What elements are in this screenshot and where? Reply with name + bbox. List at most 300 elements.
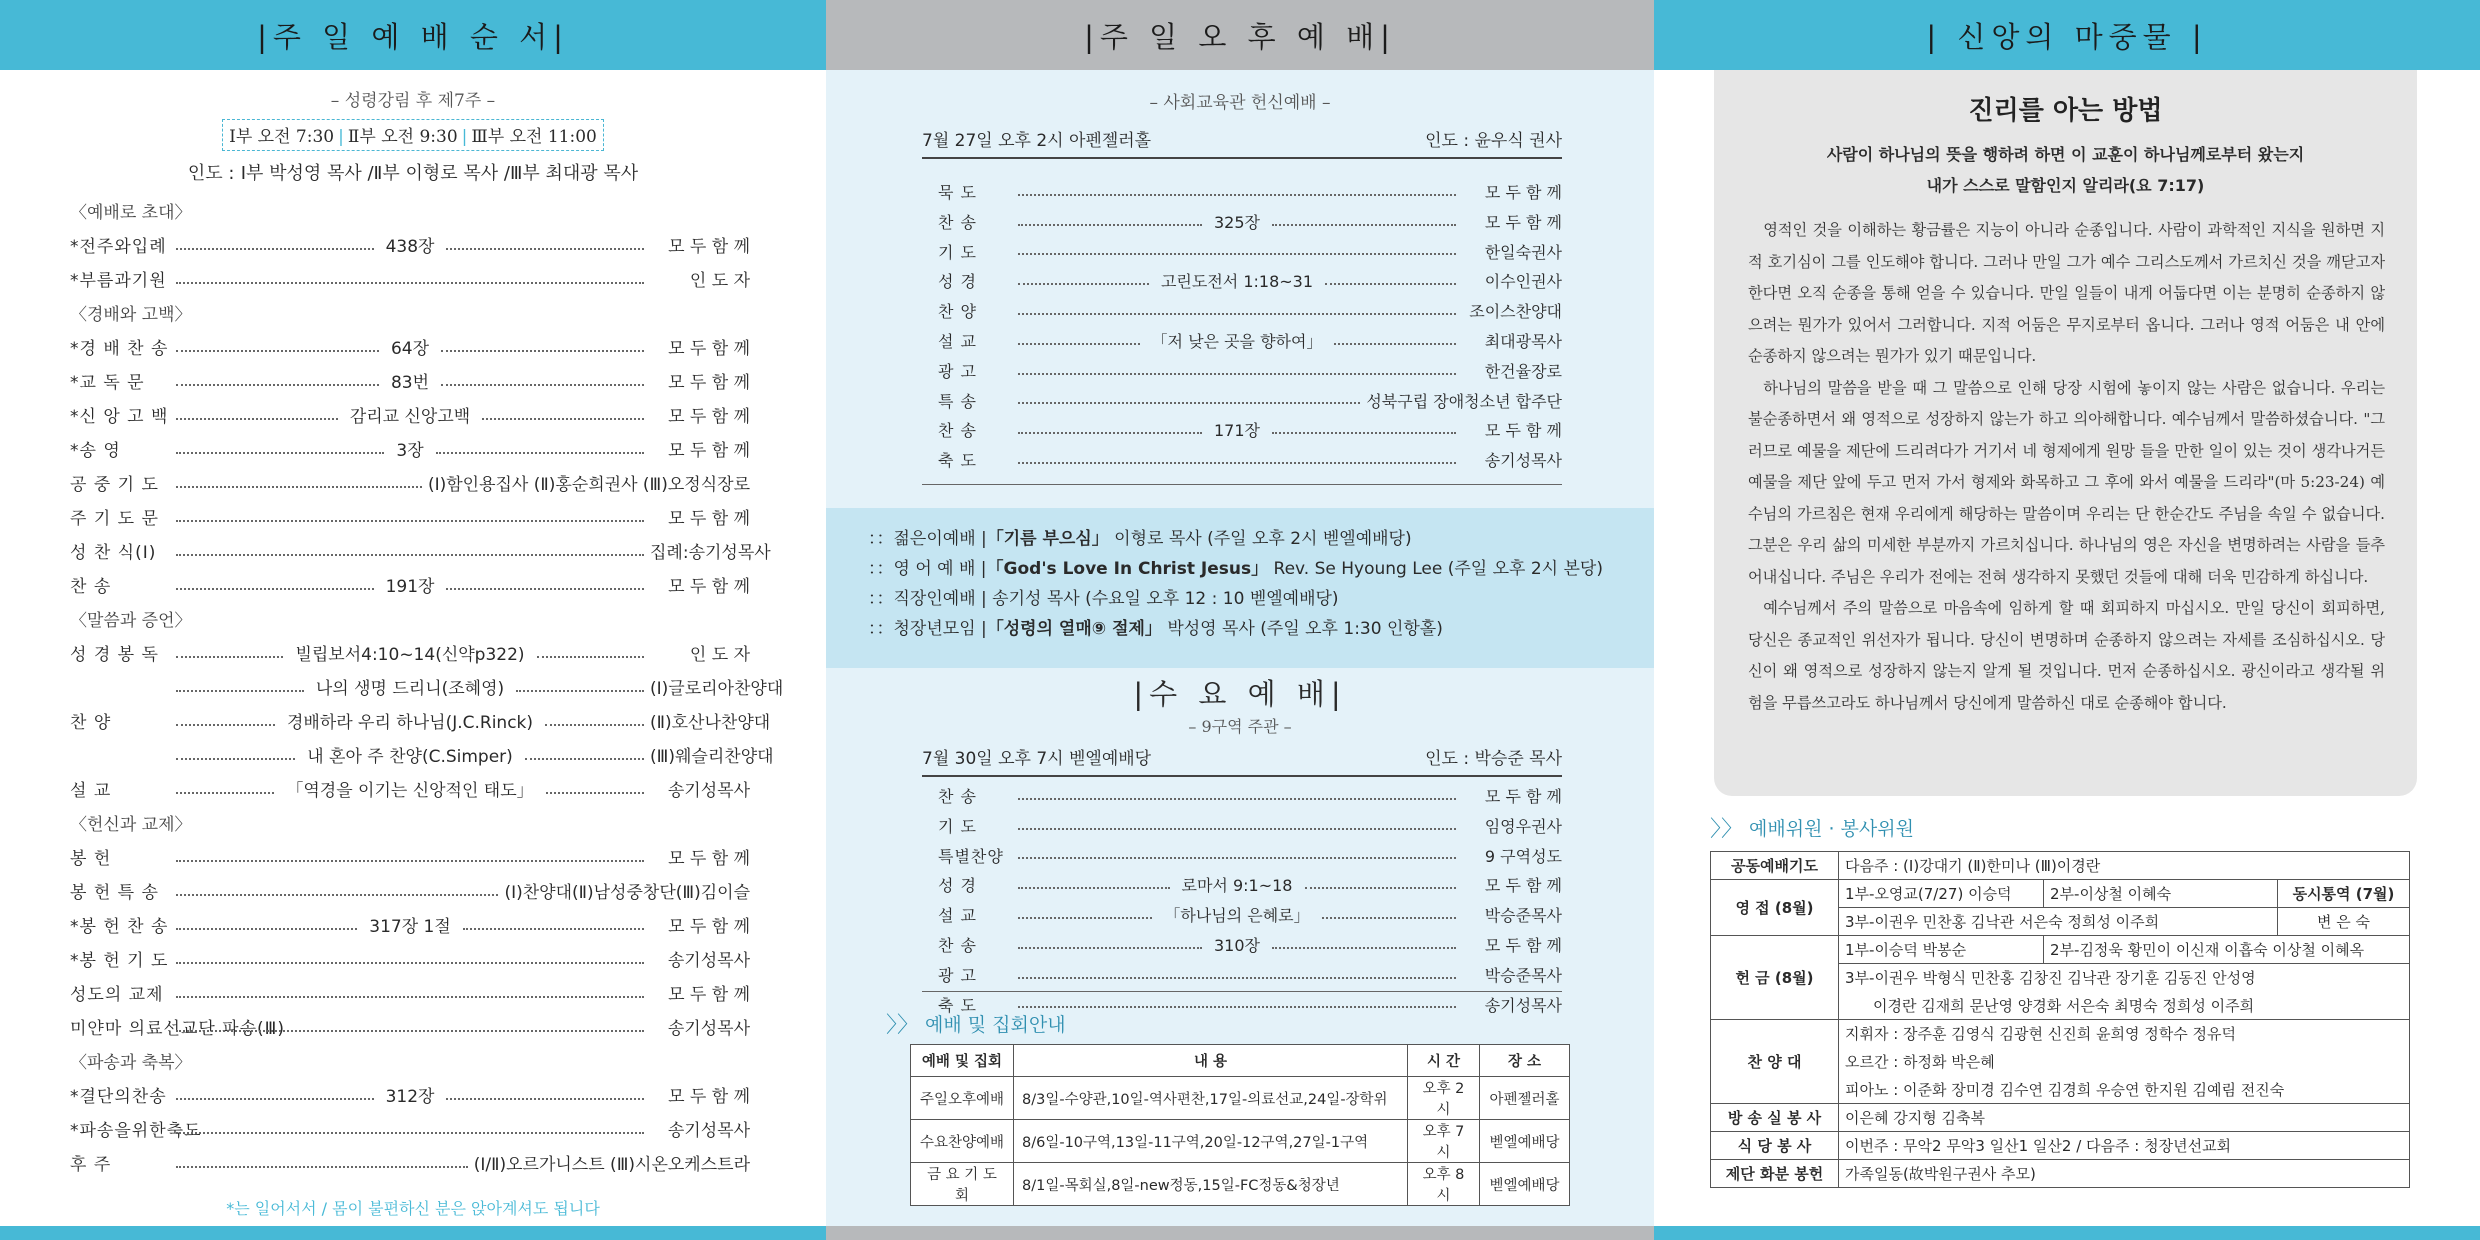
service-guide-title: 예배 및 집회안내 xyxy=(925,1014,1066,1036)
item-name: 특 송 xyxy=(938,391,977,411)
dotted-leader xyxy=(1018,1006,1456,1008)
item-detail: 감리교 신앙고백 xyxy=(349,407,471,427)
dotted-leader xyxy=(1018,798,1456,800)
item-responsible: 모 두 함 께 xyxy=(668,373,750,393)
wednesday-order-list xyxy=(922,782,1562,1020)
item-responsible: 집례:송기성목사 xyxy=(650,543,771,563)
dotted-leader xyxy=(525,758,644,760)
dotted-leader xyxy=(176,520,644,522)
table-cell: 8/6일-10구역,13일-11구역,20일-12구역,27일-1구역 xyxy=(1014,1120,1408,1163)
row-label: 공동예배기도 xyxy=(1711,852,1839,880)
header-cell: 장 소 xyxy=(1480,1045,1570,1077)
order-item xyxy=(922,961,1562,991)
item-name: *결단의찬송 xyxy=(70,1087,167,1107)
order-item xyxy=(70,400,750,434)
table-row xyxy=(1711,1020,2410,1048)
order-item xyxy=(922,931,1562,961)
dotted-leader xyxy=(1272,432,1456,434)
dotted-leader xyxy=(176,486,422,488)
item-name: 찬 송 xyxy=(938,787,977,806)
dotted-leader xyxy=(1018,283,1149,285)
table-cell: 지휘자 : 장주훈 김영식 김광현 신진희 윤희영 정학수 정유덕 xyxy=(1839,1020,2410,1048)
table-row xyxy=(1711,1160,2410,1188)
order-item xyxy=(70,570,750,604)
item-responsible: (Ⅱ)호산나찬양대 xyxy=(650,713,771,733)
item-name: 찬 송 xyxy=(938,421,977,441)
dotted-leader xyxy=(176,894,498,896)
dotted-leader xyxy=(482,418,644,420)
item-detail: 310장 xyxy=(1214,935,1260,955)
header-cell: 내 용 xyxy=(1014,1045,1408,1077)
dotted-leader xyxy=(1272,224,1456,226)
item-responsible: 송기성목사 xyxy=(667,781,750,801)
volunteers-title: 예배위원 · 봉사위원 xyxy=(1749,818,1914,840)
item-name: 찬 양 xyxy=(70,713,112,733)
item-name: *교 독 문 xyxy=(70,373,145,393)
band-line: ：：직장인예배 | 송기성 목사 (수요일 오후 12 : 10 벧엘예배당) xyxy=(868,589,1339,609)
item-responsible: 인 도 자 xyxy=(689,271,750,291)
order-item xyxy=(70,1114,750,1148)
order-item xyxy=(922,297,1562,327)
band-line: ：：젊은이예배 |「기름 부으심」 이형로 목사 (주일 오후 2시 벧엘예배당) xyxy=(868,529,1412,549)
item-name: 설 교 xyxy=(70,781,112,801)
header-cell: 예배 및 집회 xyxy=(911,1045,1014,1077)
item-detail: 「하나님의 은혜로」 xyxy=(1164,906,1310,926)
wednesday-leader: 인도 : 박승준 목사 xyxy=(1425,749,1562,769)
table-row xyxy=(911,1077,1570,1120)
dotted-leader xyxy=(1018,887,1170,889)
item-name: 성도의 교제 xyxy=(70,985,164,1005)
order-item xyxy=(70,264,750,298)
item-name: 찬 송 xyxy=(938,212,977,232)
service-time-1: Ⅰ부 오전 7:30 xyxy=(229,127,335,147)
item-detail: 빌립보서4:10~14(신약p322) xyxy=(295,645,525,665)
item-name: 후 주 xyxy=(70,1155,112,1175)
dotted-leader xyxy=(1322,917,1456,919)
afternoon-leader: 인도 : 윤우식 권사 xyxy=(1425,131,1562,151)
item-responsible: 한건율장로 xyxy=(1484,361,1562,381)
table-row xyxy=(1711,880,2410,908)
item-detail: 325장 xyxy=(1214,212,1260,232)
item-responsible: (Ⅰ)찬양대(Ⅱ)남성중창단(Ⅲ)김이슬 xyxy=(504,883,750,903)
dotted-leader xyxy=(176,248,374,250)
dotted-leader xyxy=(176,418,338,420)
dotted-leader xyxy=(176,554,644,556)
table-cell: 수요찬양예배 xyxy=(911,1120,1014,1163)
order-item xyxy=(70,536,771,570)
dotted-leader xyxy=(1018,462,1456,464)
dotted-leader xyxy=(176,792,274,794)
order-item xyxy=(922,327,1562,357)
item-responsible: 모 두 함 께 xyxy=(668,407,751,427)
service-guide-heading xyxy=(886,1008,1066,1039)
item-responsible: 송기성목사 xyxy=(667,1019,750,1039)
dotted-leader xyxy=(1018,253,1456,255)
dotted-leader xyxy=(463,928,644,930)
volunteers-heading xyxy=(1710,812,1914,843)
verse-line: 내가 스스로 말함인지 알리라(요 7:17) xyxy=(1926,176,2205,195)
table-cell: 이번주 : 무악2 무악3 일산1 일산2 / 다음주 : 청장년선교회 xyxy=(1839,1132,2410,1160)
item-detail: 나의 생명 드리니(조혜영) xyxy=(315,679,505,699)
item-responsible: 성북구립 장애청소년 합주단 xyxy=(1366,391,1562,411)
item-responsible: 모 두 함 께 xyxy=(668,849,750,869)
item-responsible: 송기성목사 xyxy=(667,951,750,971)
table-cell: 주일오후예배 xyxy=(911,1077,1014,1120)
afternoon-order-list xyxy=(922,178,1562,476)
item-responsible: 모 두 함 께 xyxy=(668,509,750,529)
dotted-leader xyxy=(1018,432,1202,434)
dotted-leader xyxy=(176,1098,374,1100)
item-name: 광 고 xyxy=(938,965,977,985)
order-item xyxy=(70,638,750,672)
item-responsible: 한일숙권사 xyxy=(1484,242,1562,262)
order-item xyxy=(922,178,1562,208)
volunteers-table xyxy=(1710,851,2410,1188)
dotted-leader xyxy=(1018,402,1360,404)
service-time-2: Ⅱ부 오전 9:30 xyxy=(347,127,458,147)
item-responsible: 모 두 함 께 xyxy=(1484,935,1562,955)
afternoon-service-title: |주 일 오 후 예 배| xyxy=(826,0,1654,70)
dotted-leader xyxy=(176,384,379,386)
table-cell: 아펜젤러홀 xyxy=(1480,1077,1570,1120)
wednesday-datetime: 7월 30일 오후 7시 벧엘예배당 xyxy=(922,749,1152,769)
header-cell: 시 간 xyxy=(1408,1045,1480,1077)
dotted-leader xyxy=(176,1132,644,1134)
item-name: *전주와입례 xyxy=(70,237,167,257)
wednesday-service-subtitle: – 9구역 주관 – xyxy=(1188,717,1292,736)
section-heading: 〈예배로 초대〉 xyxy=(70,203,192,223)
item-responsible: 인 도 자 xyxy=(689,645,750,665)
item-detail: 171장 xyxy=(1214,421,1260,441)
order-item xyxy=(70,468,750,502)
dotted-leader xyxy=(1018,917,1152,919)
item-name: 설 교 xyxy=(938,906,977,926)
order-item xyxy=(70,978,750,1012)
dotted-leader xyxy=(176,962,644,964)
item-responsible: 모 두 함 께 xyxy=(1484,212,1562,232)
item-detail: 3장 xyxy=(396,441,424,461)
table-cell: 가족일동(故박원구권사 추모) xyxy=(1839,1160,2410,1188)
dotted-leader xyxy=(446,1098,644,1100)
item-name: *신 앙 고 백 xyxy=(70,407,169,427)
devotional-paragraph: 영적인 것을 이해하는 황금률은 지능이 아니라 순종입니다. 사람이 과학적인 지식을 원하면 지적 호기심이 그를 인도해야 합니다. 그러나 만일 그가 예수 그리스도께서 가르치신 것을 깨닫고자 한다면 오직 순종을 통해 얻을 수 있습니다. 만일 일들이 내게 어둡다면 이는 분명히 순종하지 않으려는 뭔가가 있어서 그러합니다. 지적 어둠은 무지로부터 옵니다. 그러나 영적 어둠은 내 안에 순종하지 않으려는 뭔가가 있기 때문입니다. xyxy=(1748,221,2385,365)
order-item xyxy=(922,901,1562,931)
item-responsible: 모 두 함 께 xyxy=(668,1087,750,1107)
service-guide-table xyxy=(910,1044,1570,1206)
wednesday-service-info xyxy=(922,744,1562,777)
other-services-band xyxy=(826,508,1654,668)
devotional-box xyxy=(1714,70,2417,796)
order-of-worship-list xyxy=(70,196,784,1182)
table-cell: 8/3일-수양관,10일-역사편찬,17일-의료선교,24일-장학위 xyxy=(1014,1077,1408,1120)
item-detail: 64장 xyxy=(390,339,430,359)
service-times: Ⅰ부 오전 7:30 | Ⅱ부 오전 9:30 | Ⅲ부 오전 11:00 xyxy=(222,119,604,151)
table-header-row xyxy=(911,1045,1570,1077)
standing-note: *는 일어서서 / 몸이 불편하신 분은 앉아계셔도 됩니다 xyxy=(226,1199,600,1218)
section-heading: 〈말씀과 증언〉 xyxy=(70,611,192,631)
table-cell: 2부-김정욱 황민이 이신재 이흡숙 이상철 이혜옥 xyxy=(2044,936,2410,964)
item-responsible: 최대광목사 xyxy=(1484,331,1562,351)
order-item xyxy=(922,387,1562,417)
table-cell: 오후 8시 xyxy=(1408,1163,1480,1206)
dotted-leader xyxy=(1018,343,1140,345)
item-responsible: 모 두 함 께 xyxy=(1484,876,1563,896)
dotted-leader xyxy=(1305,887,1457,889)
band-line: ：：청장년모임 |「성령의 열매⑨ 절제」 박성영 목사 (주일 오후 1:30 인항홀) xyxy=(868,619,1443,639)
item-detail: 191장 xyxy=(385,577,435,597)
dotted-leader xyxy=(176,928,357,930)
dotted-leader xyxy=(176,860,644,862)
table-row xyxy=(911,1163,1570,1206)
worship-order-panel xyxy=(0,0,826,1240)
devotional-panel-title: | 신앙의 마중물 | xyxy=(1654,0,2480,70)
table-row xyxy=(911,1120,1570,1163)
dotted-leader xyxy=(1018,194,1456,196)
table-row xyxy=(1711,936,2410,964)
item-name: 광 고 xyxy=(938,361,977,381)
dotted-leader xyxy=(176,996,644,998)
table-row xyxy=(1711,1104,2410,1132)
order-item xyxy=(70,1012,750,1046)
dotted-leader xyxy=(446,248,644,250)
table-cell: 이경란 김재희 문난영 양경화 서은숙 최명숙 정희성 이주희 xyxy=(1839,992,2410,1020)
leaders-names: Ⅰ부 박성영 목사 /Ⅱ부 이형로 목사 /Ⅲ부 최대광 목사 xyxy=(240,163,639,184)
item-name: *파송을위한축도 xyxy=(70,1121,202,1141)
order-item xyxy=(70,706,771,740)
item-responsible: 모 두 함 께 xyxy=(1484,183,1562,202)
order-item xyxy=(70,672,784,706)
afternoon-datetime: 7월 27일 오후 2시 아펜젤러홀 xyxy=(922,131,1152,151)
afternoon-service-subtitle: – 사회교육관 헌신예배 – xyxy=(1149,93,1331,113)
item-name: 찬 송 xyxy=(938,935,977,955)
table-cell: 3부-이권우 박형식 민찬홍 김창진 김낙관 장기훈 김동진 안성영 xyxy=(1839,964,2410,992)
dotted-leader xyxy=(441,350,644,352)
dotted-leader xyxy=(1018,373,1456,375)
devotional-verse xyxy=(1714,139,2417,201)
table-cell: 3부-이권우 민찬홍 김낙관 서은숙 정희성 이주희 xyxy=(1839,908,2278,936)
dotted-leader xyxy=(1018,313,1456,315)
table-cell: 피아노 : 이준화 장미경 김수연 김경희 우승연 한지원 김예림 전진숙 xyxy=(1839,1076,2410,1104)
item-responsible: (Ⅰ)함인용집사 (Ⅱ)홍순희권사 (Ⅲ)오정식장로 xyxy=(427,475,750,495)
item-detail: 경배하라 우리 하나님(J.C.Rinck) xyxy=(286,713,534,733)
order-item xyxy=(922,357,1562,387)
dotted-leader xyxy=(176,1030,644,1032)
order-item xyxy=(70,332,750,366)
dotted-leader xyxy=(436,452,644,454)
order-item xyxy=(922,238,1562,268)
section-heading: 〈경배와 고백〉 xyxy=(70,305,192,325)
dotted-leader xyxy=(1272,947,1456,949)
afternoon-end-rule xyxy=(922,484,1562,485)
dotted-leader xyxy=(545,724,644,726)
item-responsible: 박승준목사 xyxy=(1484,965,1562,985)
item-responsible: 임영우권사 xyxy=(1484,816,1562,836)
item-name: 설 교 xyxy=(938,331,977,351)
dotted-leader xyxy=(176,656,283,658)
item-responsible: 모 두 함 께 xyxy=(1484,421,1562,441)
table-cell: 2부-이상철 이혜숙 xyxy=(2044,880,2278,908)
leaders-label: 인도 : xyxy=(187,163,235,184)
row-label: 헌 금 (8월) xyxy=(1711,936,1839,1020)
dotted-leader xyxy=(516,690,644,692)
item-name: 축 도 xyxy=(938,995,977,1015)
item-name: 봉 헌 xyxy=(70,849,112,869)
devotional-body xyxy=(1748,215,2385,719)
devotional-paragraph: 하나님의 말씀을 받을 때 그 말씀으로 인해 당장 시험에 놓이지 않는 사람은 없습니다. 우리는 불순종하면서 왜 영적으로 성장하지 않는가 하고 의아해합니다. 예수님께서 말씀하셨습니다. "그러므로 예물을 제단에 드리려다가 거기서 네 형제에게 원망 들을 만한 일이 있는 것이 생각나거든 예물을 제단 앞에 두고 먼저 가서 형제와 화목하고 그 후에 와서 예물을 드리라"(마 5:23-24) 예수님의 가르침은 현재 우리에게 해당하는 말씀이며 우리는 단 한순간도 주님을 속일 수 없습니다. 그분은 우리 삶의 미세한 부분까지 가르치십니다. 하나님의 영은 자신을 변명하려는 사람을 들추어내십니다. 주님은 우리가 전에는 전혀 생각하지 못했던 것들에 대해 더욱 민감하게 하십니다. xyxy=(1748,378,2385,586)
item-responsible: 9 구역성도 xyxy=(1484,846,1562,866)
order-item xyxy=(922,208,1562,238)
order-item xyxy=(70,1080,750,1114)
footer-bar xyxy=(0,1226,826,1240)
dotted-leader xyxy=(1325,283,1456,285)
item-name: *송 영 xyxy=(70,441,121,461)
item-name: *경 배 찬 송 xyxy=(70,339,169,359)
item-name: 묵 도 xyxy=(938,183,977,202)
item-name: 봉 헌 특 송 xyxy=(70,883,159,903)
order-item xyxy=(70,774,750,808)
item-name: *봉 헌 기 도 xyxy=(70,951,169,971)
table-cell: 금 요 기 도 회 xyxy=(911,1163,1014,1206)
item-detail: 고린도전서 1:18~31 xyxy=(1160,272,1314,292)
item-name: 성 찬 식(Ⅰ) xyxy=(70,543,157,563)
item-responsible: 송기성목사 xyxy=(1484,451,1562,471)
table-cell: 오르간 : 하정화 박은혜 xyxy=(1839,1048,2410,1076)
footer-bar xyxy=(826,1226,1654,1240)
chevron-right-icon: 〉〉 xyxy=(1710,817,1744,842)
order-item xyxy=(70,944,750,978)
service-leaders xyxy=(0,159,826,185)
worship-order-title: |주 일 예 배 순 서| xyxy=(0,0,826,70)
item-responsible: (Ⅰ/Ⅱ)오르가니스트 (Ⅲ)시온오케스트라 xyxy=(473,1155,750,1175)
item-detail: 「저 낮은 곳을 향하여」 xyxy=(1151,331,1323,351)
item-name: 특별찬양 xyxy=(938,846,1004,866)
dotted-leader xyxy=(446,588,644,590)
dotted-leader xyxy=(176,282,644,284)
order-item xyxy=(922,871,1562,901)
order-item xyxy=(922,446,1562,476)
item-name: 찬 송 xyxy=(70,577,112,597)
dotted-leader xyxy=(176,452,384,454)
row-label: 식 당 봉 사 xyxy=(1711,1132,1839,1160)
order-item xyxy=(922,782,1562,812)
dotted-leader xyxy=(1018,224,1202,226)
dotted-leader xyxy=(176,724,275,726)
order-item xyxy=(922,267,1562,297)
order-item xyxy=(70,876,750,910)
item-name: 성 경 봉 독 xyxy=(70,645,159,665)
item-detail: 로마서 9:1~18 xyxy=(1181,876,1293,896)
order-item xyxy=(70,502,750,536)
item-responsible: 박승준목사 xyxy=(1484,906,1562,926)
row-label: 영 접 (8월) xyxy=(1711,880,1839,936)
wednesday-service-title: |수 요 예 배| xyxy=(1133,677,1347,711)
dotted-leader xyxy=(176,1166,468,1168)
dotted-leader xyxy=(1018,857,1456,859)
item-name: *봉 헌 찬 송 xyxy=(70,917,169,937)
item-detail: 83번 xyxy=(390,373,430,393)
table-cell: 벧엘예배당 xyxy=(1480,1120,1570,1163)
table-cell: 8/1일-목회실,8일-new정동,15일-FC정동&청장년 xyxy=(1014,1163,1408,1206)
table-cell: 이은혜 강지형 김축복 xyxy=(1839,1104,2410,1132)
item-name: 축 도 xyxy=(938,451,977,471)
row-label: 찬 양 대 xyxy=(1711,1020,1839,1104)
item-responsible: 모 두 함 께 xyxy=(668,339,750,359)
table-cell: 1부-오영교(7/27) 이승덕 xyxy=(1839,880,2044,908)
item-responsible: 모 두 함 께 xyxy=(668,441,750,461)
item-name: 미얀마 의료선교단 파송(Ⅲ) xyxy=(70,1019,286,1039)
order-item xyxy=(70,1148,750,1182)
item-name: 기 도 xyxy=(938,816,977,836)
item-name: 공 중 기 도 xyxy=(70,475,159,495)
table-cell: 오후 2시 xyxy=(1408,1077,1480,1120)
order-item xyxy=(922,812,1562,842)
dotted-leader xyxy=(1018,828,1456,830)
devotional-title: 진리를 아는 방법 xyxy=(1968,96,2163,126)
item-detail: 438장 xyxy=(385,237,435,257)
order-item xyxy=(922,842,1562,872)
row-label: 방 송 실 봉 사 xyxy=(1711,1104,1839,1132)
item-name: 성 경 xyxy=(938,272,977,292)
section-heading: 〈헌신과 교제〉 xyxy=(70,815,192,835)
table-row xyxy=(1711,1132,2410,1160)
order-item xyxy=(70,842,750,876)
item-detail: 「역경을 이기는 신앙적인 태도」 xyxy=(286,781,534,801)
table-cell: 오후 7시 xyxy=(1408,1120,1480,1163)
dotted-leader xyxy=(546,792,644,794)
verse-line: 사람이 하나님의 뜻을 행하려 하면 이 교훈이 하나님께로부터 왔는지 xyxy=(1826,145,2305,164)
item-responsible: 이수인권사 xyxy=(1484,272,1562,292)
table-cell: 변 은 숙 xyxy=(2278,908,2410,936)
item-name: 성 경 xyxy=(938,876,977,896)
item-responsible: 모 두 함 께 xyxy=(668,917,751,937)
item-responsible: (Ⅲ)웨슬리찬양대 xyxy=(650,747,774,767)
order-item xyxy=(70,434,750,468)
item-name: 주 기 도 문 xyxy=(70,509,159,529)
item-detail: 312장 xyxy=(385,1087,435,1107)
table-cell: 1부-이승덕 박봉순 xyxy=(1839,936,2044,964)
table-cell: 동시통역 (7월) xyxy=(2278,880,2410,908)
item-responsible: 송기성목사 xyxy=(1484,995,1562,1015)
dotted-leader xyxy=(1018,977,1456,979)
liturgical-week: – 성령강림 후 제7주 – xyxy=(330,91,496,111)
order-item xyxy=(70,740,774,774)
item-responsible: 모 두 함 께 xyxy=(668,237,750,257)
item-name: 기 도 xyxy=(938,242,977,262)
item-responsible: 모 두 함 께 xyxy=(668,985,750,1005)
dotted-leader xyxy=(441,384,644,386)
order-item xyxy=(922,416,1562,446)
section-heading: 〈파송과 축복〉 xyxy=(70,1053,192,1073)
table-cell: 다음주 : (Ⅰ)강대기 (Ⅱ)한미나 (Ⅲ)이경란 xyxy=(1839,852,2410,880)
dotted-leader xyxy=(1018,947,1202,949)
devotional-paragraph: 예수님께서 주의 말씀으로 마음속에 임하게 할 때 회피하지 마십시오. 만일 당신이 회피하면, 당신은 종교적인 위선자가 됩니다. 당신이 변명하며 순종하지 않으려는 자세를 조심하십시오. 당신이 왜 영적으로 성장하지 않는지 알게 될 것입니다. 먼저 순종하십시오. 광신이라고 생각될 위험을 무릅쓰고라도 하나님께서 당신에게 말씀하신 대로 순종해야 합니다. xyxy=(1748,599,2385,712)
dotted-leader xyxy=(537,656,644,658)
band-line: ：：영 어 예 배 |「God's Love In Christ Jesus」 Rev. Se Hyoung Lee (주일 오후 2시 본당) xyxy=(868,559,1603,579)
dotted-leader xyxy=(176,588,374,590)
item-name: 찬 양 xyxy=(938,302,977,322)
item-responsible: (Ⅰ)글로리아찬양대 xyxy=(650,679,784,699)
item-detail: 317장 1절 xyxy=(369,917,451,937)
footer-bar xyxy=(1654,1226,2480,1240)
item-name: *부름과기원 xyxy=(70,271,167,291)
item-detail: 내 혼아 주 찬양(C.Simper) xyxy=(307,747,513,767)
wednesday-end-rule xyxy=(922,991,1562,992)
dotted-leader xyxy=(176,350,379,352)
item-responsible: 모 두 함 께 xyxy=(1484,787,1562,806)
table-cell: 벧엘예배당 xyxy=(1480,1163,1570,1206)
item-responsible: 조이스찬양대 xyxy=(1469,302,1562,322)
item-responsible: 모 두 함 께 xyxy=(668,577,750,597)
